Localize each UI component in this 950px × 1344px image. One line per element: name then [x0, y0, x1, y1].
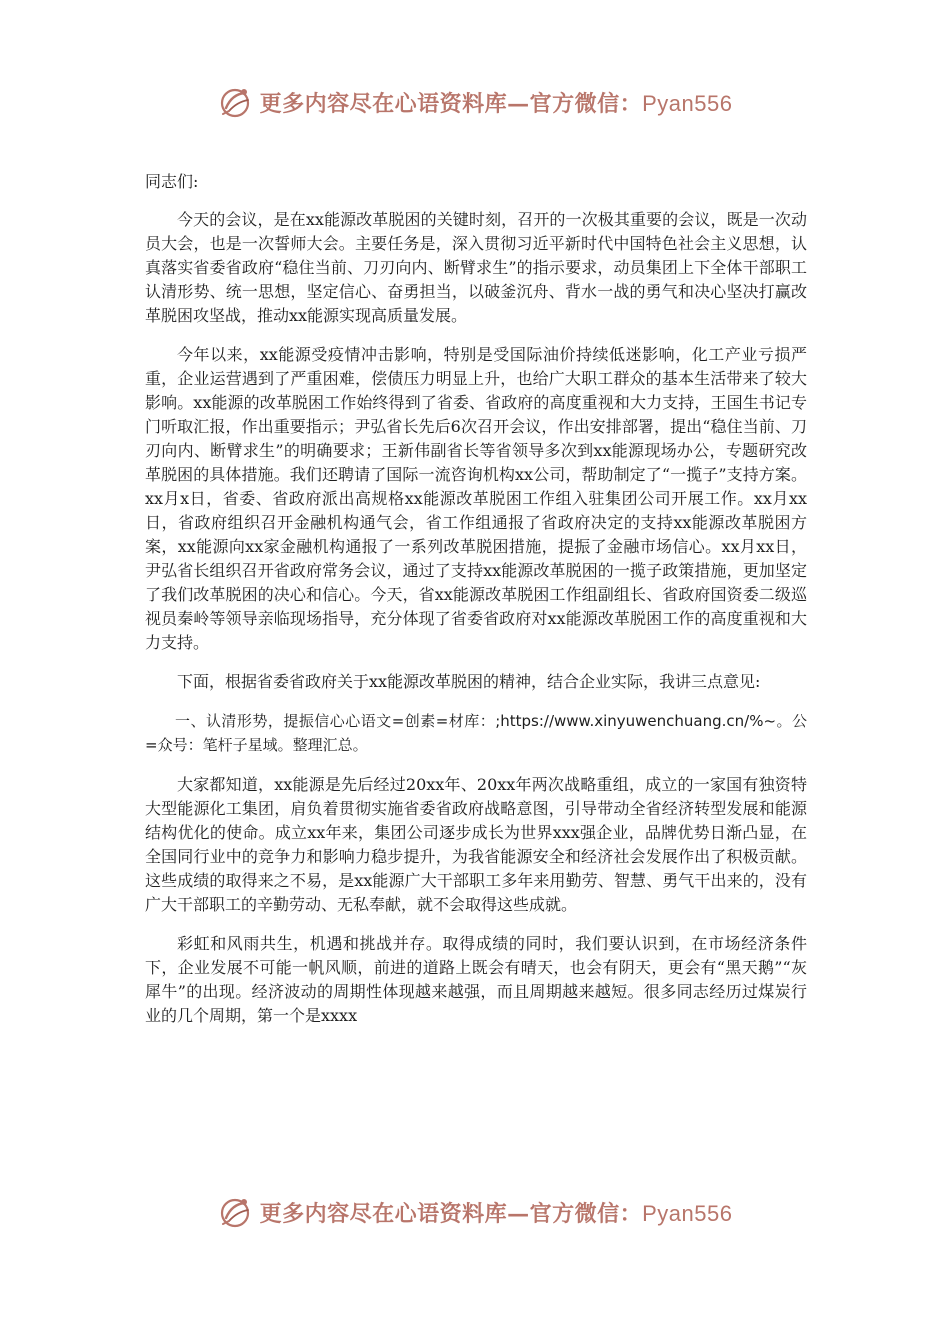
paragraph-transition: 下面，根据省委省政府关于xx能源改革脱困的精神，结合企业实际，我讲三点意见: [177, 672, 761, 691]
watermark-banner-bottom [0, 1190, 950, 1234]
watermark-text: 更多内容尽在心语资料库—官方微信：Pyan556 [259, 1200, 733, 1227]
document-body [145, 170, 807, 1043]
greeting: 同志们: [145, 172, 199, 191]
watermark-banner-top [0, 80, 950, 124]
swirl-logo-icon [218, 84, 254, 120]
paragraph-background: 今年以来，xx能源受疫情冲击影响，特别是受国际油价持续低迷影响，化工产业亏损严重，企业运营遇到了严重困难，偿债压力明显上升，也给广大职工群众的基本生活带来了较大影响。xx能源的改革脱困工作始终得到了省委、省政府的高度重视和大力支持，王国生书记专门听取汇报，作出重要指示；尹弘省长先后6次召开会议，作出安排部署，提出“稳住当前、刀刃向内、断臂求生”的明确要求；王新伟副省长等省领导多次到xx能源现场办公，专题研究改革脱困的具体措施。我们还聘请了国际一流咨询机构xx公司，帮助制定了“一揽子”支持方案。xx月x日，省委、省政府派出高规格xx能源改革脱困工作组入驻集团公司开展工作。xx月xx日，省政府组织召开金融机构通气会，省工作组通报了省政府决定的支持xx能源改革脱困方案，xx能源向xx家金融机构通报了一系列改革脱困措施，提振了金融市场信心。xx月xx日，尹弘省长组织召开省政府常务会议，通过了支持xx能源改革脱困的一揽子政策措施，更加坚定了我们改革脱困的决心和信心。今天，省xx能源改革脱困工作组副组长、省政府国资委二级巡视员秦岭等领导亲临现场指导，充分体现了省委省政府对xx能源改革脱困工作的高度重视和大力支持。 [145, 345, 807, 652]
paragraph-challenges: 彩虹和风雨共生，机遇和挑战并存。取得成绩的同时，我们要认识到，在市场经济条件下，企业发展不可能一帆风顺，前进的道路上既会有晴天，也会有阴天，更会有“黑天鹅”“灰犀牛”的出现。经济波动的周期性体现越来越强，而且周期越来越短。很多同志经历过煤炭行业的几个周期，第一个是xxxx [145, 934, 807, 1025]
watermark-text: 更多内容尽在心语资料库—官方微信：Pyan556 [259, 90, 733, 117]
section-heading-1: 一、认清形势，提振信心心语文=创素=材库：;https://www.xinyuwenchuang.cn/%~。公=众号：笔杆子星域。整理汇总。 [145, 712, 807, 754]
paragraph-history: 大家都知道，xx能源是先后经过20xx年、20xx年两次战略重组，成立的一家国有独资特大型能源化工集团，肩负着贯彻实施省委省政府战略意图，引导带动全省经济转型发展和能源结构优化的使命。成立xx年来，集团公司逐步成长为世界xxx强企业，品牌优势日渐凸显，在全国同行业中的竞争力和影响力稳步提升，为我省能源安全和经济社会发展作出了积极贡献。这些成绩的取得来之不易，是xx能源广大干部职工多年来用勤劳、智慧、勇气干出来的，没有广大干部职工的辛勤劳动、无私奉献，就不会取得这些成就。 [145, 775, 807, 914]
swirl-logo-icon [218, 1194, 254, 1230]
paragraph-opening: 今天的会议，是在xx能源改革脱困的关键时刻，召开的一次极其重要的会议，既是一次动员大会，也是一次誓师大会。主要任务是，深入贯彻习近平新时代中国特色社会主义思想，认真落实省委省政府“稳住当前、刀刃向内、断臂求生”的指示要求，动员集团上下全体干部职工认清形势、统一思想，坚定信心、奋勇担当，以破釜沉舟、背水一战的勇气和决心坚决打赢改革脱困攻坚战，推动xx能源实现高质量发展。 [145, 210, 807, 325]
watermark-id: Pyan556 [642, 1200, 733, 1226]
watermark-id: Pyan556 [642, 90, 733, 116]
